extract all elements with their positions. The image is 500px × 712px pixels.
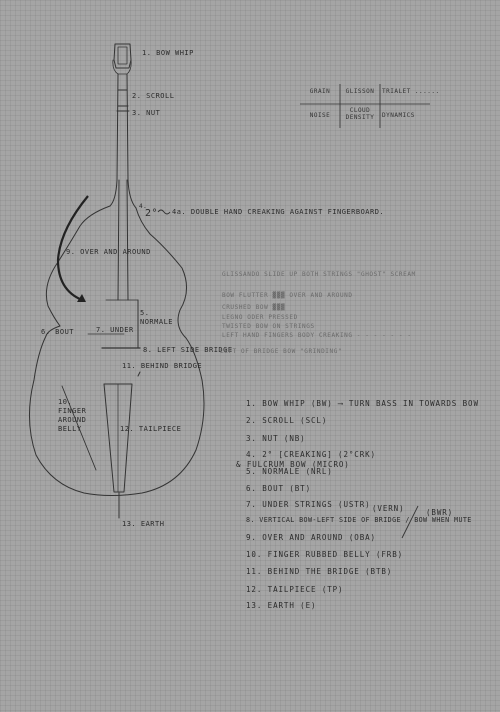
label-tailpiece: 12. TAILPIECE	[120, 425, 182, 433]
legend-item: 3. NUT (NB)	[246, 434, 306, 443]
table-cell-cloud-density: CLOUD DENSITY	[345, 107, 375, 121]
label-creaking-symbol: 2°	[145, 208, 159, 219]
legend-item: 1. BOW WHIP (BW) ⟶ TURN BASS IN TOWARDS BOW	[246, 399, 479, 408]
label-earth: 13. EARTH	[122, 520, 165, 528]
table-cell-glisson: GLISSON	[345, 88, 375, 95]
faint-note: LEFT OF BRIDGE BOW "GRINDING"	[220, 348, 343, 355]
label-behind-bridge: 11. BEHIND BRIDGE	[122, 362, 203, 370]
legend-item: 4. 2° [CREAKING] (2°CRK)	[246, 450, 376, 459]
faint-note: LEGNO ODER PRESSED	[222, 314, 298, 321]
label-under: 7. UNDER	[96, 326, 134, 334]
legend-item: 13. EARTH (E)	[246, 601, 317, 610]
label-nut: 3. NUT	[132, 109, 161, 117]
legend-item: 9. OVER AND AROUND (OBA)	[246, 533, 376, 542]
label-normale: 5. NORMALE	[140, 309, 174, 326]
table-cell-trialet: TRIALET ......	[382, 88, 440, 95]
legend-item: 10. FINGER RUBBED BELLY (FRB)	[246, 550, 404, 559]
label-bow-whip: 1. BOW WHIP	[142, 49, 194, 57]
faint-note: TWISTED BOW ON STRINGS	[222, 323, 315, 330]
legend-item: & FULCRUM BOW (MICRO)	[236, 460, 350, 469]
legend-item: 11. BEHIND THE BRIDGE (BTB)	[246, 567, 393, 576]
legend-item: 2. SCROLL (SCL)	[246, 416, 328, 425]
table-cell-noise: NOISE	[309, 112, 331, 119]
legend-item: 7. UNDER STRINGS (USTR)	[246, 500, 371, 509]
legend-item: (BWR)	[426, 508, 454, 517]
label-over-around: 9. OVER AND AROUND	[66, 248, 151, 256]
label-bout: 6. BOUT	[41, 328, 75, 336]
label-left-side-bridge: 8. LEFT SIDE BRIDGE	[143, 346, 233, 354]
table-cell-grain: GRAIN	[309, 88, 331, 95]
label-creaking-num: 4.	[139, 203, 148, 210]
legend-item: 6. BOUT (BT)	[246, 484, 311, 493]
legend-item: 8. VERTICAL BOW-LEFT SIDE OF BRIDGE / BOW WHEN MUTE	[246, 516, 472, 524]
scroll-outline	[114, 44, 131, 68]
label-double-hand-creaking: 4a. DOUBLE HAND CREAKING AGAINST FINGERBOARD.	[172, 208, 385, 216]
label-scroll: 2. SCROLL	[132, 92, 175, 100]
label-finger-around-belly: 10. FINGER AROUND BELLY	[58, 398, 87, 433]
legend-item: 12. TAILPIECE (TP)	[246, 585, 344, 594]
faint-note: GLISSANDO SLIDE UP BOTH STRINGS "GHOST" SCREAM	[222, 271, 416, 278]
faint-note: LEFT HAND FINGERS BODY CREAKING - - - - - - -	[222, 332, 412, 339]
legend-item: (VERN)	[372, 504, 405, 513]
faint-note: CRUSHED BOW ▓▓▓	[222, 304, 286, 311]
faint-note: BOW FLUTTER ▓▓▓ OVER AND AROUND	[222, 292, 353, 299]
legend-item: 5. NORMALE (NRL)	[246, 467, 333, 476]
table-cell-dynamics: DYNAMICS	[382, 112, 415, 119]
